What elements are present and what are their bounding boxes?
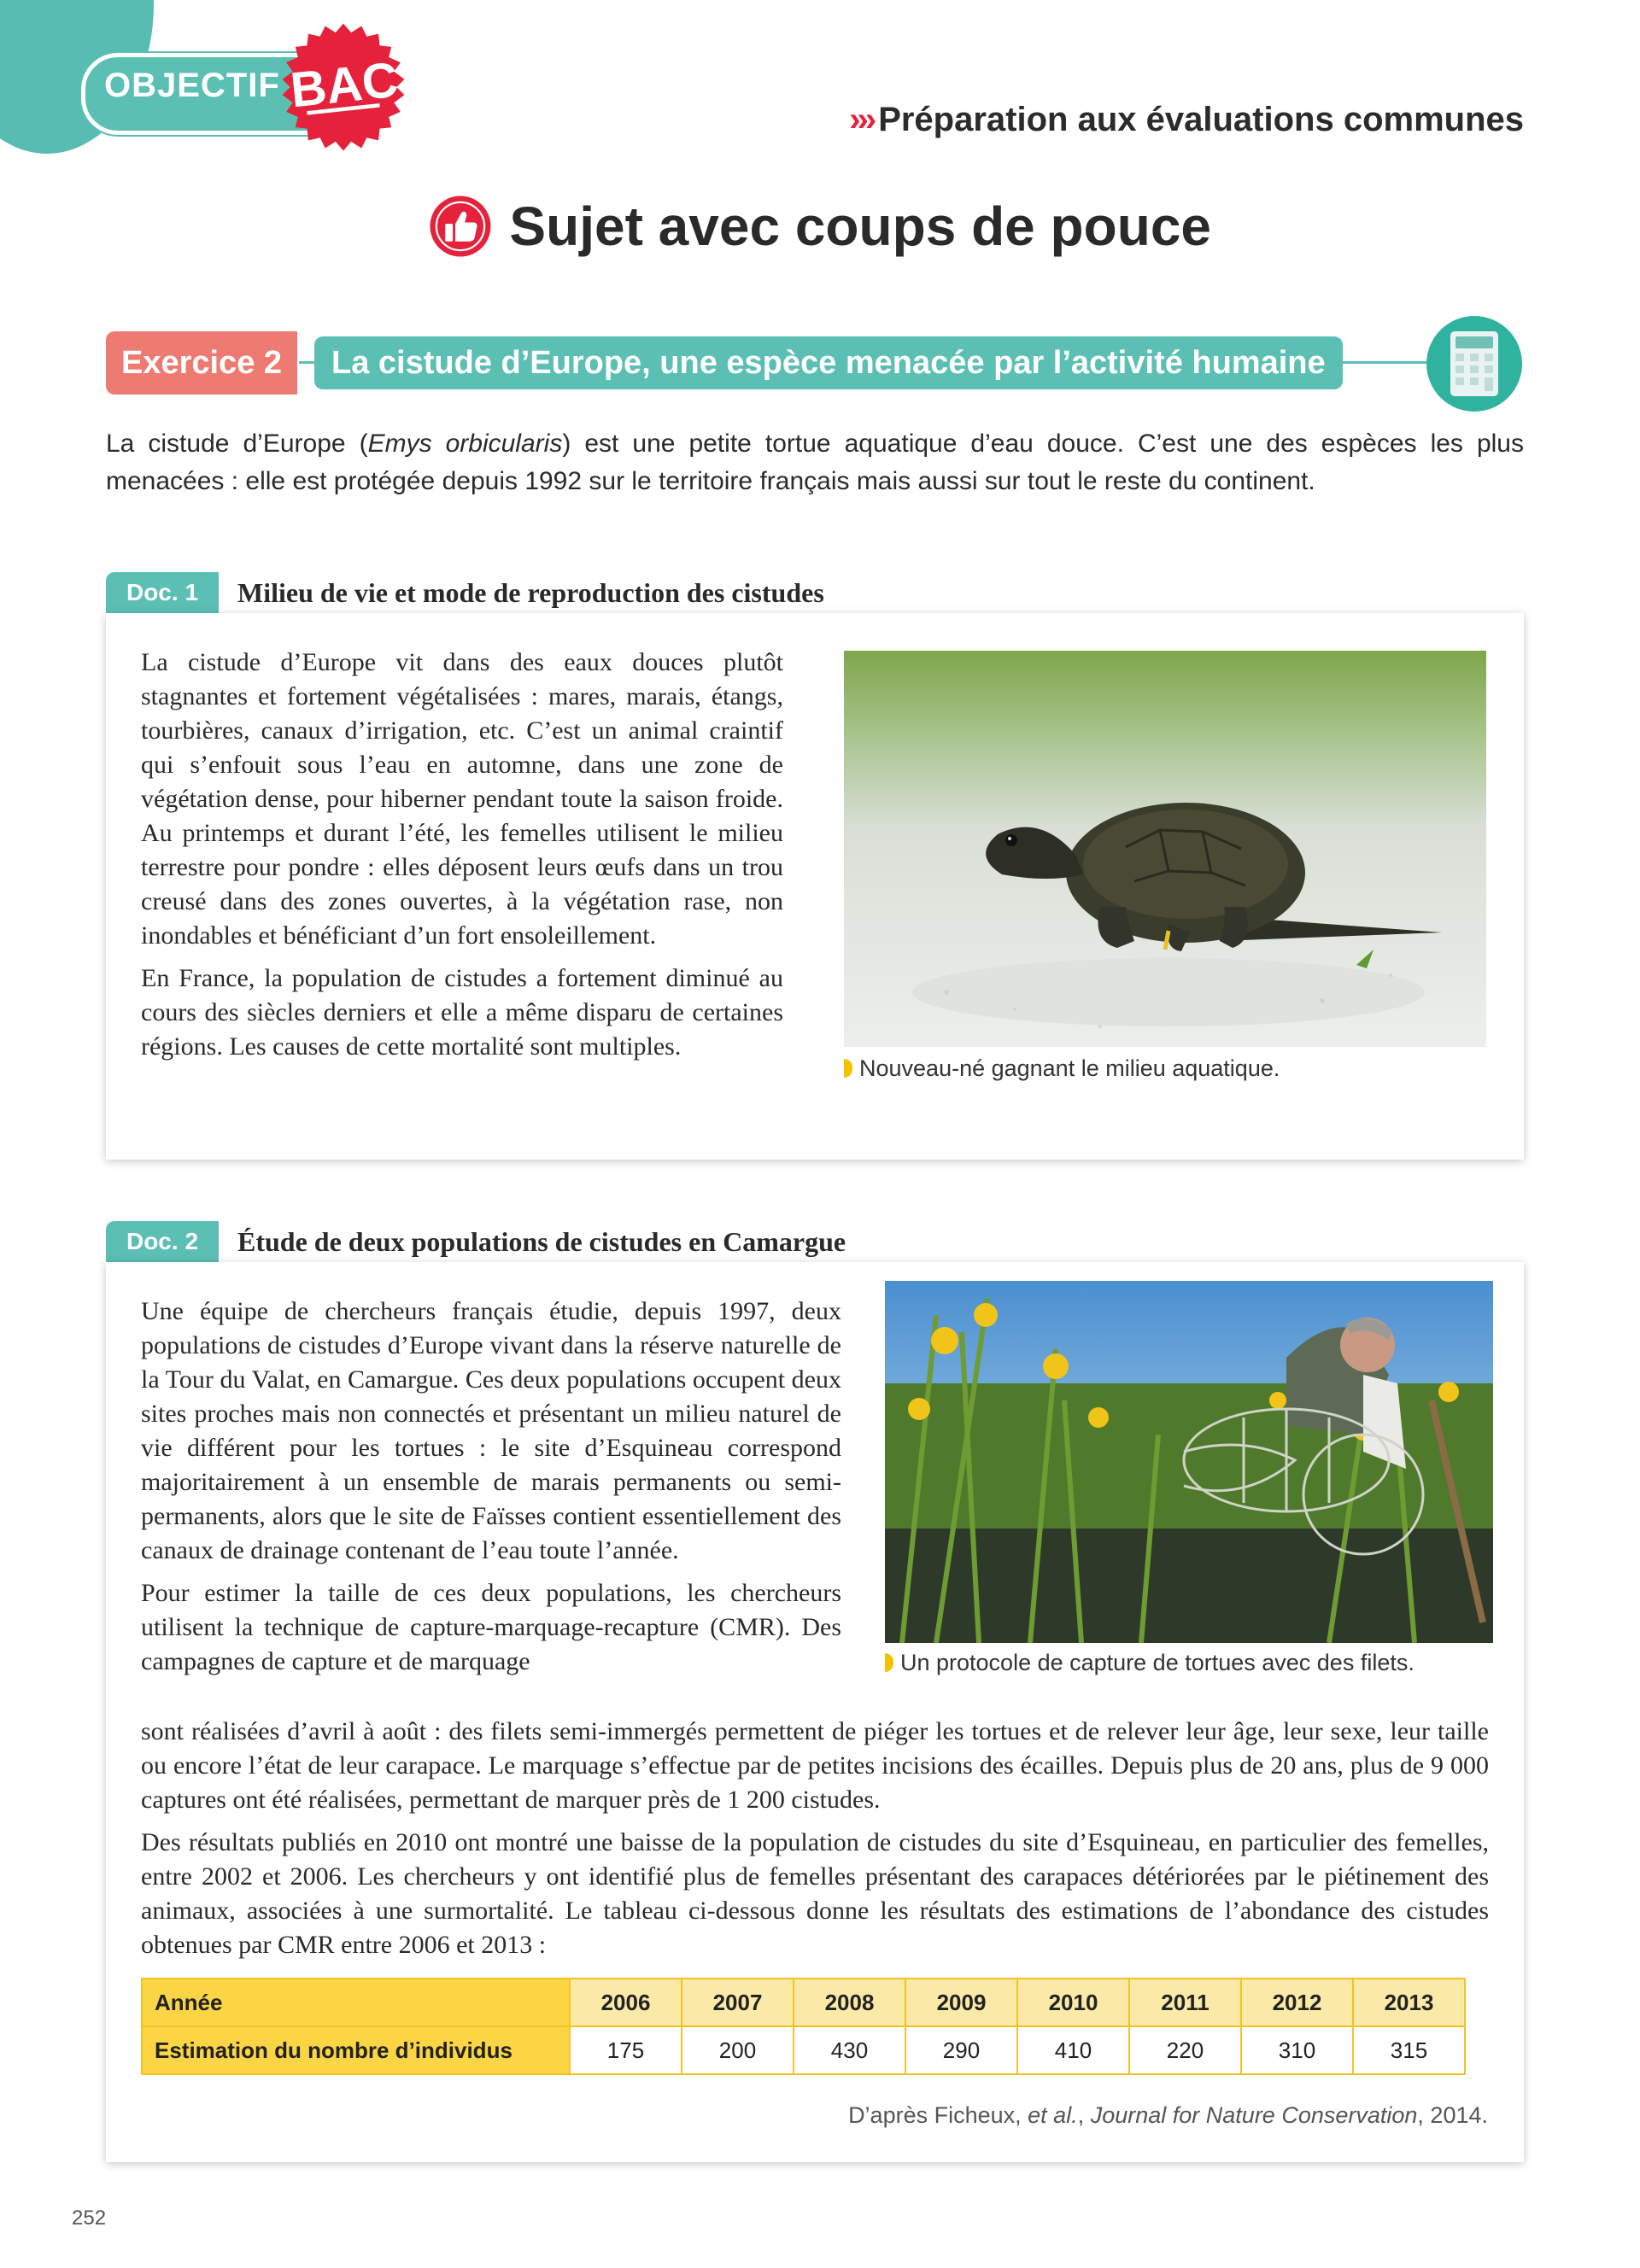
table-cell-year: 2009 [905, 1979, 1017, 2026]
species-latin-name: Emys orbicularis [367, 430, 563, 458]
doc2-paragraph: sont réalisées d’avril à août : des filets semi-immergés permettent de piéger les tortues et de relever leur âge, leur sexe, leur taille ou encore l’état de leur carapace. Le marquage s’effectue par de petites incisions des écailles. Depuis plus de 20 ans, plus de 9 000 captures ont été réalisées, permettant de marquer près de 1 200 cistudes. [141, 1717, 1489, 1814]
exercise-tag: Exercice 2 [106, 331, 297, 395]
section-heading [849, 101, 1524, 139]
table-cell-estimate: 200 [682, 2026, 794, 2074]
table-cell-estimate: 315 [1353, 2026, 1465, 2074]
doc2-photo-caption [885, 1650, 1414, 1676]
table-row [142, 2026, 1465, 2074]
table-cell-estimate: 310 [1241, 2026, 1353, 2074]
objectif-label: OBJECTIF [104, 67, 280, 104]
doc1-caption-text: Nouveau-né gagnant le milieu aquatique. [859, 1055, 1280, 1081]
doc2-title: Étude de deux populations de cistudes en Camargue [237, 1226, 846, 1257]
table-cell-year: 2007 [682, 1979, 794, 2026]
table-row-header: Estimation du nombre d’individus [142, 2026, 570, 2074]
table-cell-year: 2006 [570, 1979, 682, 2026]
doc1-tag: Doc. 1 [106, 572, 219, 613]
page-title-row [0, 195, 1640, 258]
section-label: Préparation aux évaluations communes [878, 101, 1524, 138]
table-cell-estimate: 290 [905, 2026, 1017, 2074]
table-cell-estimate: 220 [1129, 2026, 1241, 2074]
bac-label: BAC [288, 51, 401, 119]
source-separator: , [1077, 2102, 1091, 2128]
source-etal: et al. [1028, 2102, 1078, 2128]
doc2-paragraph: Pour estimer la taille de ces deux populations, les chercheurs utilisent la technique de capture-marquage-recapture (CMR). Des campagnes de capture et de marquage [141, 1579, 841, 1675]
source-year: , 2014. [1417, 2102, 1488, 2128]
table-cell-estimate: 430 [794, 2026, 905, 2074]
doc1-photo-caption [844, 1055, 1280, 1082]
calculator-icon [1450, 331, 1498, 396]
abundance-table [141, 1978, 1466, 2075]
caption-marker-icon [885, 1653, 893, 1672]
doc1-paragraph: La cistude d’Europe vit dans des eaux douces plutôt stagnantes et fortement végétalisées : mares, marais, étangs, tourbières, canaux d’irrigation, etc. C’est un animal craintif qui s’enfouit sous l’eau en automne, dans une zone de végétation dense, pour hiberner pendant toute la saison froide. Au printemps et durant l’été, les femelles utilisent le milieu terrestre pour pondre : elles déposent leurs œufs dans un trou creusé dans des zones ouvertes, à la végétation rase, non inondables et bénéficiant d’un fort ensoleillement. [141, 648, 783, 950]
doc2-text-narrow [141, 1295, 841, 1679]
intro-text: La cistude d’Europe ( [106, 430, 368, 458]
chevrons-icon: ››› [849, 101, 874, 138]
doc2-paragraph: Des résultats publiés en 2010 ont montré une baisse de la population de cistudes du site d’Esquineau, en particulier des femelles, entre 2002 et 2006. Les chercheurs y ont identifié plus de femelles présentant des carapaces détériorées par le piétinement des animaux, associées à une surmortalité. Le tableau ci-dessous donne les résultats des estimations de l’abondance des cistudes obtenues par CMR entre 2006 et 2013 : [141, 1828, 1489, 1959]
table-cell-year: 2008 [794, 1979, 905, 2026]
exercise-title: La cistude d’Europe, une espèce menacée par l’activité humaine [314, 336, 1343, 389]
doc1-text [141, 646, 783, 1073]
doc2-text-wide [141, 1715, 1489, 1971]
caption-marker-icon [844, 1059, 852, 1078]
thumbs-up-icon [429, 195, 492, 258]
table-cell-year: 2012 [1241, 1979, 1353, 2026]
doc2-paragraph: Une équipe de chercheurs français étudie, depuis 1997, deux populations de cistudes d’Europe vivant dans la réserve naturelle de la Tour du Valat, en Camargue. Ces deux populations occupent deux sites proches mais non connectés et présentant un milieu naturel de vie différent pour les tortues : le site d’Esquineau correspond majoritairement à un ensemble de marais permanents ou semi-permanents, alors que le site de Faïsses contient essentiellement des canaux de drainage contenant de l’eau toute l’année. [141, 1297, 841, 1564]
exercise-intro [106, 425, 1524, 500]
doc2-tag: Doc. 2 [106, 1221, 219, 1262]
turtle-photo [844, 651, 1486, 1047]
table-row [142, 1979, 1465, 2026]
doc2-caption-text: Un protocole de capture de tortues avec des filets. [900, 1650, 1414, 1675]
capture-photo [885, 1281, 1493, 1643]
doc1-paragraph: En France, la population de cistudes a fortement diminué au cours des siècles derniers et elle a même disparu de certaines régions. Les causes de cette mortalité sont multiples. [141, 964, 783, 1061]
doc1-title: Milieu de vie et mode de reproduction des cistudes [237, 577, 824, 608]
table-cell-estimate: 175 [570, 2026, 682, 2074]
table-cell-year: 2010 [1017, 1979, 1129, 2026]
table-cell-year: 2011 [1129, 1979, 1241, 2026]
table-cell-year: 2013 [1353, 1979, 1465, 2026]
table-row-header: Année [142, 1979, 570, 2026]
intro-text-continued: ) est une petite tortue aquatique d’eau douce. C’est une des espèces les plus menacées : elle est protégée depuis 1992 sur le territoire français mais aussi sur tout le reste du continent. [106, 430, 1524, 495]
table-cell-estimate: 410 [1017, 2026, 1129, 2074]
source-journal: Journal for Nature Conservation [1090, 2102, 1418, 2128]
page-number: 252 [72, 2207, 107, 2230]
source-citation [848, 2102, 1488, 2129]
source-authors: D’après Ficheux, [848, 2102, 1028, 2128]
page-title: Sujet avec coups de pouce [509, 196, 1212, 257]
